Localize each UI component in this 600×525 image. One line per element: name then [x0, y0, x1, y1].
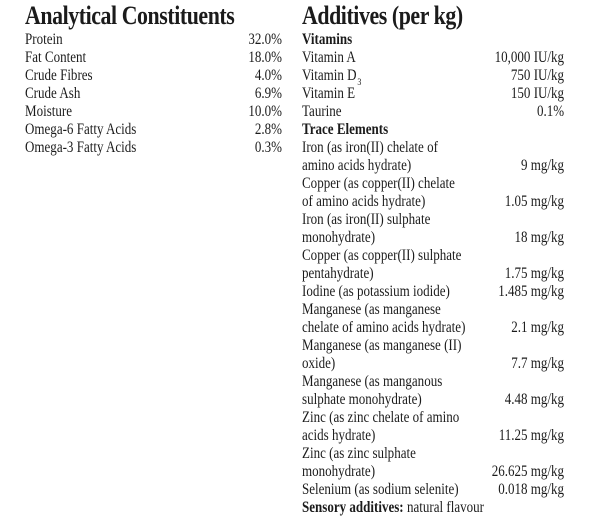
constituent-value: 32.0% — [248, 31, 283, 48]
trace-element-entry — [302, 409, 564, 445]
constituent-row — [25, 67, 282, 85]
constituent-label: Fat Content — [25, 49, 87, 66]
trace-element-entry — [302, 283, 564, 301]
trace-element-value: 1.485 mg/kg — [498, 283, 565, 300]
trace-element-entry — [302, 211, 564, 247]
trace-element-row — [302, 229, 564, 247]
trace-element-label: sulphate monohydrate) — [302, 391, 422, 408]
analytical-constituents-list — [25, 31, 282, 157]
constituent-label: Protein — [25, 31, 63, 48]
trace-element-value: 1.75 mg/kg — [504, 265, 565, 282]
trace-element-row — [302, 355, 564, 373]
vitamin-value: 10,000 IU/kg — [494, 49, 565, 66]
constituent-row — [25, 31, 282, 49]
trace-element-value: 9 mg/kg — [521, 157, 565, 174]
constituent-value: 0.3% — [254, 139, 283, 156]
trace-element-label: Iron (as iron(II) chelate of — [302, 139, 438, 156]
vitamin-value: 150 IU/kg — [510, 85, 565, 102]
trace-element-value: 2.1 mg/kg — [511, 319, 565, 336]
trace-element-row — [302, 193, 564, 211]
trace-elements-list — [302, 139, 564, 499]
additives-column — [302, 3, 564, 517]
vitamin-label: Vitamin $D_3$ — [302, 67, 362, 88]
trace-element-row — [302, 391, 564, 409]
trace-element-entry — [302, 139, 564, 175]
trace-element-label: Zinc (as zinc chelate of amino — [302, 409, 460, 426]
trace-element-row — [302, 463, 564, 481]
trace-element-row — [302, 481, 564, 499]
constituent-label: Crude Fibres — [25, 67, 93, 84]
trace-element-label: Zinc (as zinc sulphate — [302, 445, 416, 462]
trace-element-row — [302, 319, 564, 337]
constituent-label: Omega-6 Fatty Acids — [25, 121, 137, 138]
vitamins-list — [302, 49, 564, 121]
trace-element-entry — [302, 337, 564, 373]
constituent-value: 10.0% — [248, 103, 283, 120]
trace-element-entry — [302, 175, 564, 211]
trace-element-row — [302, 301, 564, 319]
trace-element-label: Copper (as copper(II) chelate — [302, 175, 455, 192]
constituent-label: Omega-3 Fatty Acids — [25, 139, 137, 156]
sensory-additives-line — [302, 499, 564, 517]
trace-element-row — [302, 247, 564, 265]
constituent-label: Crude Ash — [25, 85, 81, 102]
constituent-row — [25, 103, 282, 121]
vitamin-label: Vitamin A — [302, 49, 356, 66]
constituent-label: Moisture — [25, 103, 73, 120]
trace-element-entry — [302, 445, 564, 481]
trace-element-entry — [302, 481, 564, 499]
constituent-row — [25, 85, 282, 103]
trace-element-value: 26.625 mg/kg — [491, 463, 565, 480]
constituent-value: 6.9% — [254, 85, 283, 102]
trace-element-row — [302, 427, 564, 445]
trace-element-label: Iodine (as potassium iodide) — [302, 283, 450, 300]
trace-element-row — [302, 445, 564, 463]
trace-element-value: 1.05 mg/kg — [504, 193, 565, 210]
vitamin-label: Taurine — [302, 103, 342, 120]
trace-element-row — [302, 157, 564, 175]
trace-element-row — [302, 175, 564, 193]
vitamin-subscript: 3 — [357, 77, 362, 88]
sensory-additives-label: Sensory additives: — [302, 499, 404, 516]
trace-element-label: Manganese (as manganese — [302, 301, 441, 318]
vitamin-value: 0.1% — [536, 103, 565, 120]
constituent-row — [25, 139, 282, 157]
vitamin-row — [302, 103, 564, 121]
trace-elements-header: Trace Elements — [302, 121, 389, 138]
trace-element-row — [302, 265, 564, 283]
trace-element-label: oxide) — [302, 355, 336, 372]
analytical-constituents-title: Analytical Constituents — [25, 1, 235, 30]
trace-element-entry — [302, 373, 564, 409]
trace-element-value: 11.25 mg/kg — [498, 427, 565, 444]
trace-element-value: 4.48 mg/kg — [504, 391, 565, 408]
constituent-row — [25, 49, 282, 67]
additives-title: Additives (per kg) — [302, 1, 463, 30]
trace-element-row — [302, 409, 564, 427]
trace-element-label: pentahydrate) — [302, 265, 374, 282]
trace-element-label: amino acids hydrate) — [302, 157, 412, 174]
analytical-constituents-section — [25, 3, 287, 157]
vitamin-row — [302, 85, 564, 103]
trace-element-label: acids hydrate) — [302, 427, 376, 444]
trace-element-row — [302, 373, 564, 391]
trace-element-label: monohydrate) — [302, 463, 376, 480]
trace-element-label: Manganese (as manganous — [302, 373, 443, 390]
vitamin-row — [302, 49, 564, 67]
additives-section — [302, 3, 568, 517]
constituent-value: 2.8% — [254, 121, 283, 138]
vitamins-header: Vitamins — [302, 31, 353, 48]
vitamin-label: Vitamin E — [302, 85, 356, 102]
sensory-additives-value: natural flavour — [407, 499, 485, 516]
trace-element-label: Copper (as copper(II) sulphate — [302, 247, 462, 264]
trace-element-label: Manganese (as manganese (II) — [302, 337, 462, 354]
trace-element-entry — [302, 247, 564, 283]
trace-element-label: Iron (as iron(II) sulphate — [302, 211, 431, 228]
analytical-constituents-column — [25, 3, 282, 157]
trace-element-row — [302, 211, 564, 229]
trace-element-label: of amino acids hydrate) — [302, 193, 426, 210]
vitamin-value: 750 IU/kg — [510, 67, 565, 84]
trace-element-row — [302, 139, 564, 157]
trace-element-label: chelate of amino acids hydrate) — [302, 319, 466, 336]
trace-element-label: monohydrate) — [302, 229, 376, 246]
constituent-value: 18.0% — [248, 49, 283, 66]
trace-element-entry — [302, 301, 564, 337]
trace-element-label: Selenium (as sodium selenite) — [302, 481, 459, 498]
constituent-value: 4.0% — [254, 67, 283, 84]
trace-element-row — [302, 337, 564, 355]
constituent-row — [25, 121, 282, 139]
vitamin-row — [302, 67, 565, 88]
trace-element-row — [302, 283, 564, 301]
trace-element-value: 0.018 mg/kg — [498, 481, 565, 498]
trace-element-value: 7.7 mg/kg — [511, 355, 565, 372]
trace-element-value: 18 mg/kg — [514, 229, 565, 246]
